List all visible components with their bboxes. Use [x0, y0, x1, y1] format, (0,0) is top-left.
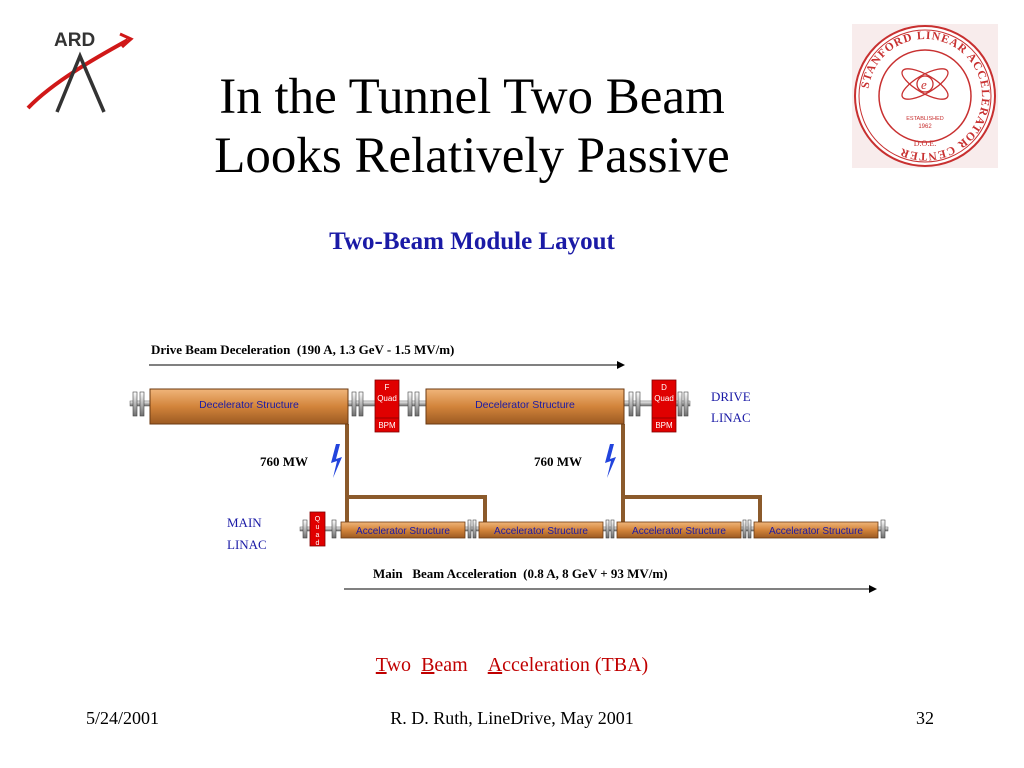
tba-cceleration: cceleration (TBA)	[502, 654, 649, 676]
tba-wo: wo	[386, 654, 412, 676]
svg-text:e: e	[921, 77, 927, 92]
f-quad-word: Quad	[377, 394, 397, 403]
main-quad-letter: Q	[314, 516, 321, 523]
seal-year: 1962	[918, 124, 932, 130]
footer-center: R. D. Ruth, LineDrive, May 2001	[390, 708, 634, 728]
accelerator-structure	[479, 522, 603, 538]
decelerator-structure	[150, 389, 348, 424]
flange	[133, 392, 137, 416]
d-quad-bpm-label: BPM	[655, 421, 673, 430]
flange	[473, 520, 476, 538]
tba-caption	[0, 654, 1024, 677]
seal-established: ESTABLISHED	[906, 116, 944, 122]
two-beam-diagram	[0, 330, 1024, 600]
accelerator-structure	[617, 522, 741, 538]
accelerator-structure-label: Accelerator Structure	[769, 526, 863, 537]
main-quad	[310, 512, 325, 547]
ard-logo-text: ARD	[54, 30, 96, 51]
drive-linac-label-2: LINAC	[711, 410, 751, 425]
decelerator-structure-label: Decelerator Structure	[475, 399, 575, 411]
flange	[140, 392, 144, 416]
decelerator-structure-label: Decelerator Structure	[199, 399, 299, 411]
diagram-subtitle: Two-Beam Module Layout	[329, 228, 615, 255]
flange	[606, 520, 609, 538]
main-quad-letter: a	[315, 532, 320, 539]
tba-letter-t: T	[375, 654, 387, 676]
accelerator-structure	[341, 522, 465, 538]
tba-eam: eam	[434, 654, 468, 676]
flange	[748, 520, 751, 538]
f-quad-bpm-label: BPM	[378, 421, 396, 430]
flange	[684, 392, 688, 416]
flange	[359, 392, 363, 416]
page-title	[0, 68, 944, 186]
footer-date: 5/24/2001	[86, 708, 160, 728]
accelerator-structure	[754, 522, 878, 538]
decelerator-structure	[426, 389, 624, 424]
d-quad-bpm	[652, 380, 676, 432]
main-linac-label-2: LINAC	[227, 537, 267, 552]
accelerator-structure-label: Accelerator Structure	[494, 526, 588, 537]
main-linac-label-1: MAIN	[227, 515, 262, 530]
drive-linac-label-1: DRIVE	[711, 389, 751, 404]
flange	[415, 392, 419, 416]
d-quad-letter: D	[661, 383, 667, 392]
flange	[678, 392, 682, 416]
waveguides	[347, 424, 760, 522]
f-quad-letter: F	[384, 383, 390, 392]
flange	[743, 520, 746, 538]
flange	[408, 392, 412, 416]
d-quad-word: Quad	[654, 394, 674, 403]
power-label-1: 760 MW	[260, 454, 309, 469]
main-quad-letter: d	[315, 540, 320, 547]
main-beam-label: Main Beam Acceleration (0.8 A, 8 GeV + 93 MV/m)	[373, 566, 668, 581]
seal-ring-text: STANFORD LINEAR ACCELERATOR CENTER	[859, 29, 992, 163]
lightning-icon	[331, 444, 342, 478]
f-quad-bpm	[375, 380, 399, 432]
seal-doe: D.O.E.	[913, 139, 937, 148]
flange	[611, 520, 614, 538]
footer-page-number: 32	[916, 708, 934, 728]
page-title-line2: Looks Relatively Passive	[214, 128, 730, 184]
flange	[468, 520, 471, 538]
tba-letter-a: A	[487, 654, 503, 676]
flange	[881, 520, 885, 538]
flange	[636, 392, 640, 416]
tba-letter-b: B	[421, 654, 435, 676]
main-quad-letter: u	[315, 524, 320, 531]
flange	[332, 520, 336, 538]
accelerator-structure-label: Accelerator Structure	[356, 526, 450, 537]
flange	[629, 392, 633, 416]
flange	[352, 392, 356, 416]
lightning-icon	[605, 444, 616, 478]
power-label-2: 760 MW	[534, 454, 583, 469]
accelerator-structure-label: Accelerator Structure	[632, 526, 726, 537]
page-title-line1: In the Tunnel Two Beam	[219, 69, 725, 125]
drive-beam-label: Drive Beam Deceleration (190 A, 1.3 GeV - 1.5 MV/m)	[151, 342, 455, 357]
flange	[303, 520, 307, 538]
